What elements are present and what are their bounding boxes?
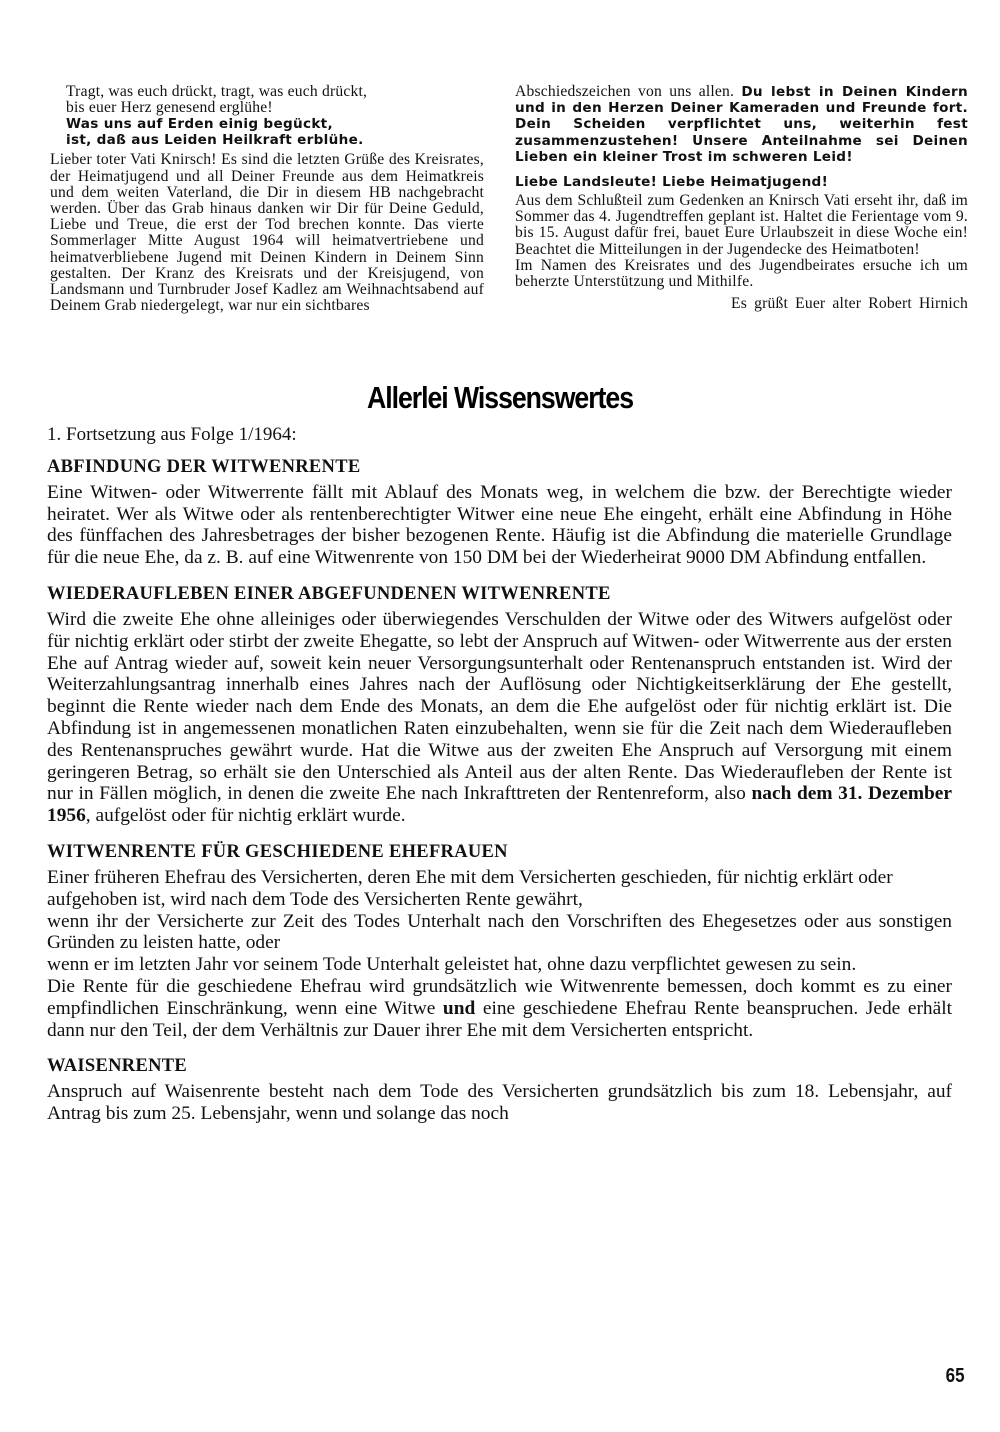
section-text: Anspruch auf Waisenrente besteht nach dem Tode des Versicherten grundsätzlich bis zum 18. Lebensjahr, auf Antrag bis zum 25. Lebensjahr, wenn und solange das noch — [47, 1081, 952, 1125]
bold-date: nach dem 31. Dezember 1956 — [47, 783, 953, 827]
poem-line: Tragt, was euch drückt, tragt, was euch drückt, — [66, 83, 368, 100]
signature: Es grüßt Euer alter Robert Hirnich — [730, 295, 968, 313]
section-text: wenn er im letzten Jahr vor seinem Tode Unterhalt geleistet hat, ohne dazu verpflichtet gewesen zu sein. — [47, 954, 857, 976]
poem-line: bis euer Herz genesend erglühe! — [66, 99, 273, 117]
article-body — [47, 424, 952, 1139]
section-wiederaufleben — [47, 583, 952, 827]
article-title: Allerlei Wissenswertes — [366, 380, 634, 415]
section-text: Eine Witwen- oder Witwerrente fällt mit Ablauf des Monats weg, in welchem die bzw. der Berechtigte wieder heiratet. Wer als Witwe oder als rentenberechtigter Witwer eine neue Ehe eingeht, erhält eine Abfindung in Höhe des fünffachen des Jahresbetrages der bisher bezogenen Rente. Häufig ist die Abfindung die materielle Grundlage für die neue Ehe, da z. B. auf eine Witwenrente von 150 DM bei der Wiederheirat 9000 DM Abfindung entfallen. — [47, 481, 952, 569]
text-run: Wird die zweite Ehe ohne alleiniges oder überwiegendes Verschulden der Witwe oder des Witwers aufgelöst oder für nichtig erklärt oder stirbt der zweite Ehegatte, so lebt der Anspruch auf Witwen- oder Witwerrente aus der ersten Ehe auf Antrag wieder auf, soweit kein neuer Versorgungsunterhalt oder Rentenanspruch entstanden ist. Wird der Weiterzahlungsantrag innerhalb eines Jahres nach der Auflösung oder Nichtigkeitserklärung der Ehe gestellt, beginnt die Rente wieder nach dem Ende des Monats, an dem die Ehe aufgelöst oder für nichtig erklärt ist. Die Abfindung ist in angemessenen monatlichen Raten einzubehalten, wenn sie für die Zeit nach dem Wiederaufleben des Rentenanspruches gewährt wurde. Hat die Witwe aus der zweiten Ehe Anspruch auf Versorgung mit einem geringeren Betrag, so erhält sie den Unterschied als Anteil aus der alten Rente. Das Wiederaufleben der Rente ist nur in Fällen möglich, in denen die zweite Ehe nach Inkrafttreten der Rentenreform, also — [47, 608, 952, 805]
section-geschiedene — [47, 841, 952, 1041]
article-subtitle: 1. Fortsetzung aus Folge 1/1964: — [47, 424, 297, 445]
section-text — [47, 609, 952, 827]
section-heading: WIEDERAUFLEBEN EINER ABGEFUNDENEN WITWENRENTE — [47, 583, 611, 604]
section-heading: WAISENRENTE — [47, 1056, 188, 1077]
section-heading: WITWENRENTE FÜR GESCHIEDENE EHEFRAUEN — [47, 841, 508, 862]
section-abfindung — [47, 456, 952, 569]
section-text — [47, 976, 952, 1041]
text-run: Die Rente für die geschiedene Ehefrau wird grundsätzlich wie Witwenrente bemessen, doch kommt es zu einer empfindlichen Einschränkung, wenn eine Witwe — [47, 975, 952, 1019]
poem-line-bold: Was uns auf Erden einig begückt, — [66, 116, 333, 133]
right-column — [515, 84, 968, 312]
memorial-continuation — [515, 84, 968, 165]
left-column — [50, 84, 484, 314]
page-number: 65 — [945, 1365, 965, 1387]
section-text: wenn ihr der Versicherte zur Zeit des Todes Unterhalt nach den Vorschriften des Ehegesetzes oder aus sonstigen Gründen zu leisten hatte, oder — [47, 910, 952, 954]
announcement-paragraph: Aus dem Schlußteil zum Gedenken an Knirsch Vati erseht ihr, daß im Sommer das 4. Jugendtreffen geplant ist. Haltet die Ferientage vom 9. bis 15. August dafür frei, bauet Eure Urlaubszeit in diese Woche ein! Beachtet die Mitteilungen in der Jugendecke des Heimatboten! — [515, 192, 968, 258]
poem — [50, 84, 484, 148]
text-run: , aufgelöst oder für nichtig erklärt wurde. — [85, 805, 406, 827]
text-run: eine geschiedene Ehefrau Rente beanspruchen. Jede erhält dann nur den Teil, der dem Verhältnis zur Dauer ihrer Ehe mit dem Versicherten entspricht. — [47, 997, 952, 1041]
section-heading: ABFINDUNG DER WITWENRENTE — [47, 456, 361, 477]
bold-word: und — [442, 997, 476, 1019]
section-text: Einer früheren Ehefrau des Versicherten, deren Ehe mit dem Versicherten geschieden, für nichtig erklärt oder aufgehoben ist, wird nach dem Tode des Versicherten Rente gewährt, — [47, 866, 893, 910]
memorial-text: Lieber toter Vati Knirsch! Es sind die letzten Grüße des Kreisrates, der Heimatjugend und all Deiner Freunde aus dem Heimatkreis und dem weiten Vaterland, die Dir in diesem HB nachgebracht werden. Über das Grab hinaus danken wir Dir für Deine Geduld, Liebe und Treue, die erst der Tod brechen konnte. Das vierte Sommerlager Mitte August 1964 will heimatvertriebene und heimatverbliebene Jugend mit Deinen Kindern in Deinem Sinn gestalten. Der Kranz des Kreisrats und der Kreisjugend, von Landsmann und Turnbruder Josef Kadlez am Weihnachtsabend auf Deinem Grab niedergelegt, war nur ein sichtbares — [50, 151, 484, 315]
request-paragraph: Im Namen des Kreisrates und des Jugendbeirates ersuche ich um beherzte Unterstützung und Mithilfe. — [515, 256, 968, 291]
continuation-text: Abschiedszeichen von uns allen. — [515, 83, 735, 100]
poem-line-bold: ist, daß aus Leiden Heilkraft erblühe. — [66, 132, 364, 149]
memorial-bold-text: Du lebst in Deinen Kindern und in den Herzen Deiner Kameraden und Freunde fort. Dein Scheiden verpflichtet uns, weiterhin fest zusammenzustehen! Unsere Anteilnahme sei Deinen Lieben ein kleiner Trost im schweren Leid! — [515, 84, 969, 165]
greeting: Liebe Landsleute! Liebe Heimatjugend! — [515, 174, 829, 191]
section-waisenrente — [47, 1055, 952, 1125]
